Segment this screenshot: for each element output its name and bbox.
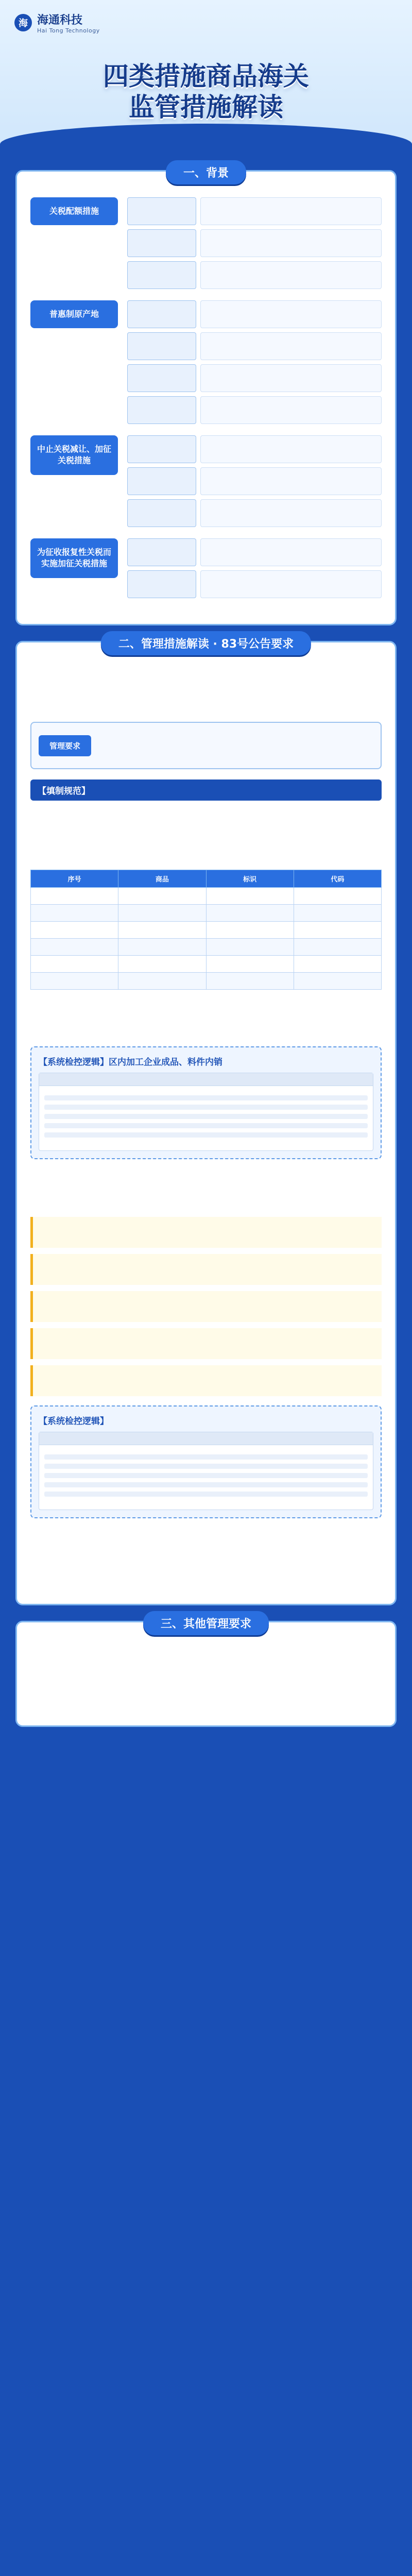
flow-item <box>127 261 382 289</box>
system-logic-box-1 <box>30 1046 382 1159</box>
table-row <box>31 973 382 990</box>
table-cell <box>31 956 118 973</box>
system-logic-box-2 <box>30 1405 382 1518</box>
brand <box>14 11 100 34</box>
system-logic-title-1: 【系统检控逻辑】区内加工企业成品、料件内销 <box>39 1057 222 1067</box>
table-row <box>31 956 382 973</box>
table-cell <box>118 922 206 939</box>
flow-item-key <box>127 570 196 598</box>
brand-name: 海通科技 <box>37 14 83 27</box>
flow-item <box>127 229 382 257</box>
section-background <box>15 167 397 625</box>
callout-note <box>30 1365 382 1396</box>
paragraph <box>30 672 382 684</box>
table-header: 标识 <box>206 870 294 888</box>
flow-item <box>127 332 382 360</box>
flow-item-value <box>200 197 382 225</box>
paragraph <box>30 995 382 1006</box>
flow-category: 关税配额措施 <box>30 197 118 225</box>
table-cell <box>118 905 206 922</box>
flow-item-key <box>127 332 196 360</box>
system-logic-title-2: 【系统检控逻辑】 <box>39 1416 109 1427</box>
paragraph <box>30 1574 382 1585</box>
table-cell <box>294 922 381 939</box>
table-cell <box>118 956 206 973</box>
table-header: 序号 <box>31 870 118 888</box>
flow-branches <box>127 197 382 289</box>
table-cell <box>31 888 118 905</box>
table-cell <box>206 956 294 973</box>
flow-item <box>127 467 382 495</box>
table-cell <box>31 939 118 956</box>
flow-item <box>127 197 382 225</box>
paragraph <box>30 703 382 715</box>
flow-item-value <box>200 332 382 360</box>
table-cell <box>294 939 381 956</box>
table-cell <box>206 888 294 905</box>
table-row <box>31 922 382 939</box>
paragraph <box>30 822 382 834</box>
flow-item-key <box>127 364 196 392</box>
paragraph <box>30 1558 382 1570</box>
paragraph <box>30 1528 382 1539</box>
flow-item-value <box>200 261 382 289</box>
flow-category: 普惠制原产地 <box>30 300 118 328</box>
table-cell <box>31 905 118 922</box>
flow-item-value <box>200 229 382 257</box>
other-item-body <box>30 1696 382 1707</box>
other-item-body <box>30 1676 382 1687</box>
table-cell <box>294 973 381 990</box>
flow-category: 为征收报复性关税而实施加征关税措施 <box>30 538 118 578</box>
requirement-box <box>30 722 382 769</box>
table-cell <box>118 888 206 905</box>
page-title-line2: 监管措施解读 <box>129 92 283 122</box>
flow-item-value <box>200 570 382 598</box>
flow-item-key <box>127 261 196 289</box>
requirement-body <box>98 730 373 761</box>
system-screenshot-1 <box>39 1073 373 1151</box>
flow-item-key <box>127 467 196 495</box>
flow-item <box>127 435 382 463</box>
paragraph <box>30 688 382 699</box>
paragraph <box>30 853 382 865</box>
flow-item-value <box>200 435 382 463</box>
paragraph <box>30 1026 382 1037</box>
page-title-line1: 四类措施商品海关 <box>103 61 309 91</box>
flow-item <box>127 499 382 527</box>
page-title <box>0 61 412 123</box>
flow-row <box>30 300 382 424</box>
flow-item-value <box>200 364 382 392</box>
system-screenshot-2 <box>39 1432 373 1510</box>
callout-note <box>30 1217 382 1248</box>
section-measures <box>15 638 397 1605</box>
table-cell <box>294 905 381 922</box>
table-cell <box>294 956 381 973</box>
table-cell <box>206 922 294 939</box>
brand-subtitle: Hai Tong Technology <box>37 27 100 34</box>
flow-item-value <box>200 467 382 495</box>
other-item-body <box>30 1656 382 1668</box>
flow-item <box>127 538 382 566</box>
flow-category: 中止关税减让、加征关税措施 <box>30 435 118 475</box>
masthead-wave <box>0 124 412 155</box>
table-cell <box>206 905 294 922</box>
masthead <box>0 0 412 155</box>
flow-item-key <box>127 499 196 527</box>
paragraph <box>30 838 382 849</box>
paragraph <box>30 1010 382 1022</box>
flow-item-key <box>127 396 196 424</box>
flow-item-key <box>127 197 196 225</box>
table-header: 商品 <box>118 870 206 888</box>
flow-branches <box>127 435 382 527</box>
flow-item <box>127 570 382 598</box>
flow-item-value <box>200 538 382 566</box>
table-cell <box>294 888 381 905</box>
callout-note <box>30 1254 382 1285</box>
flow-item-value <box>200 499 382 527</box>
callout-note <box>30 1291 382 1322</box>
flow-branches <box>127 300 382 424</box>
table-header: 代码 <box>294 870 381 888</box>
flow-item <box>127 396 382 424</box>
table-cell <box>206 973 294 990</box>
section-other <box>15 1618 397 1727</box>
paragraph <box>30 807 382 818</box>
flow-row <box>30 538 382 598</box>
table-row <box>31 888 382 905</box>
table-row <box>31 905 382 922</box>
section3-header: 三、其他管理要求 <box>143 1611 269 1635</box>
commodity-table <box>30 870 382 990</box>
flow-item-key <box>127 229 196 257</box>
flow-item <box>127 364 382 392</box>
paragraph <box>30 1184 382 1195</box>
section2-header: 二、管理措施解读 · 83号公告要求 <box>101 631 311 655</box>
flow-item-key <box>127 538 196 566</box>
paragraph <box>30 1543 382 1554</box>
flow-row <box>30 435 382 527</box>
flow-item <box>127 300 382 328</box>
table-cell <box>31 973 118 990</box>
table-cell <box>31 922 118 939</box>
table-cell <box>118 973 206 990</box>
flow-item-key <box>127 300 196 328</box>
flow-branches <box>127 538 382 598</box>
flow-item-value <box>200 300 382 328</box>
brand-logo-icon: 海 <box>14 14 32 31</box>
flow-row <box>30 197 382 289</box>
callout-note <box>30 1328 382 1359</box>
table-cell <box>206 939 294 956</box>
fill-rules-band: 【填制规范】 <box>30 779 382 801</box>
section1-header: 一、背景 <box>166 160 246 184</box>
flow-item-value <box>200 396 382 424</box>
paragraph <box>30 1168 382 1180</box>
flow-item-key <box>127 435 196 463</box>
requirement-label: 管理要求 <box>39 735 91 756</box>
table-row <box>31 939 382 956</box>
paragraph <box>30 1199 382 1211</box>
table-cell <box>118 939 206 956</box>
